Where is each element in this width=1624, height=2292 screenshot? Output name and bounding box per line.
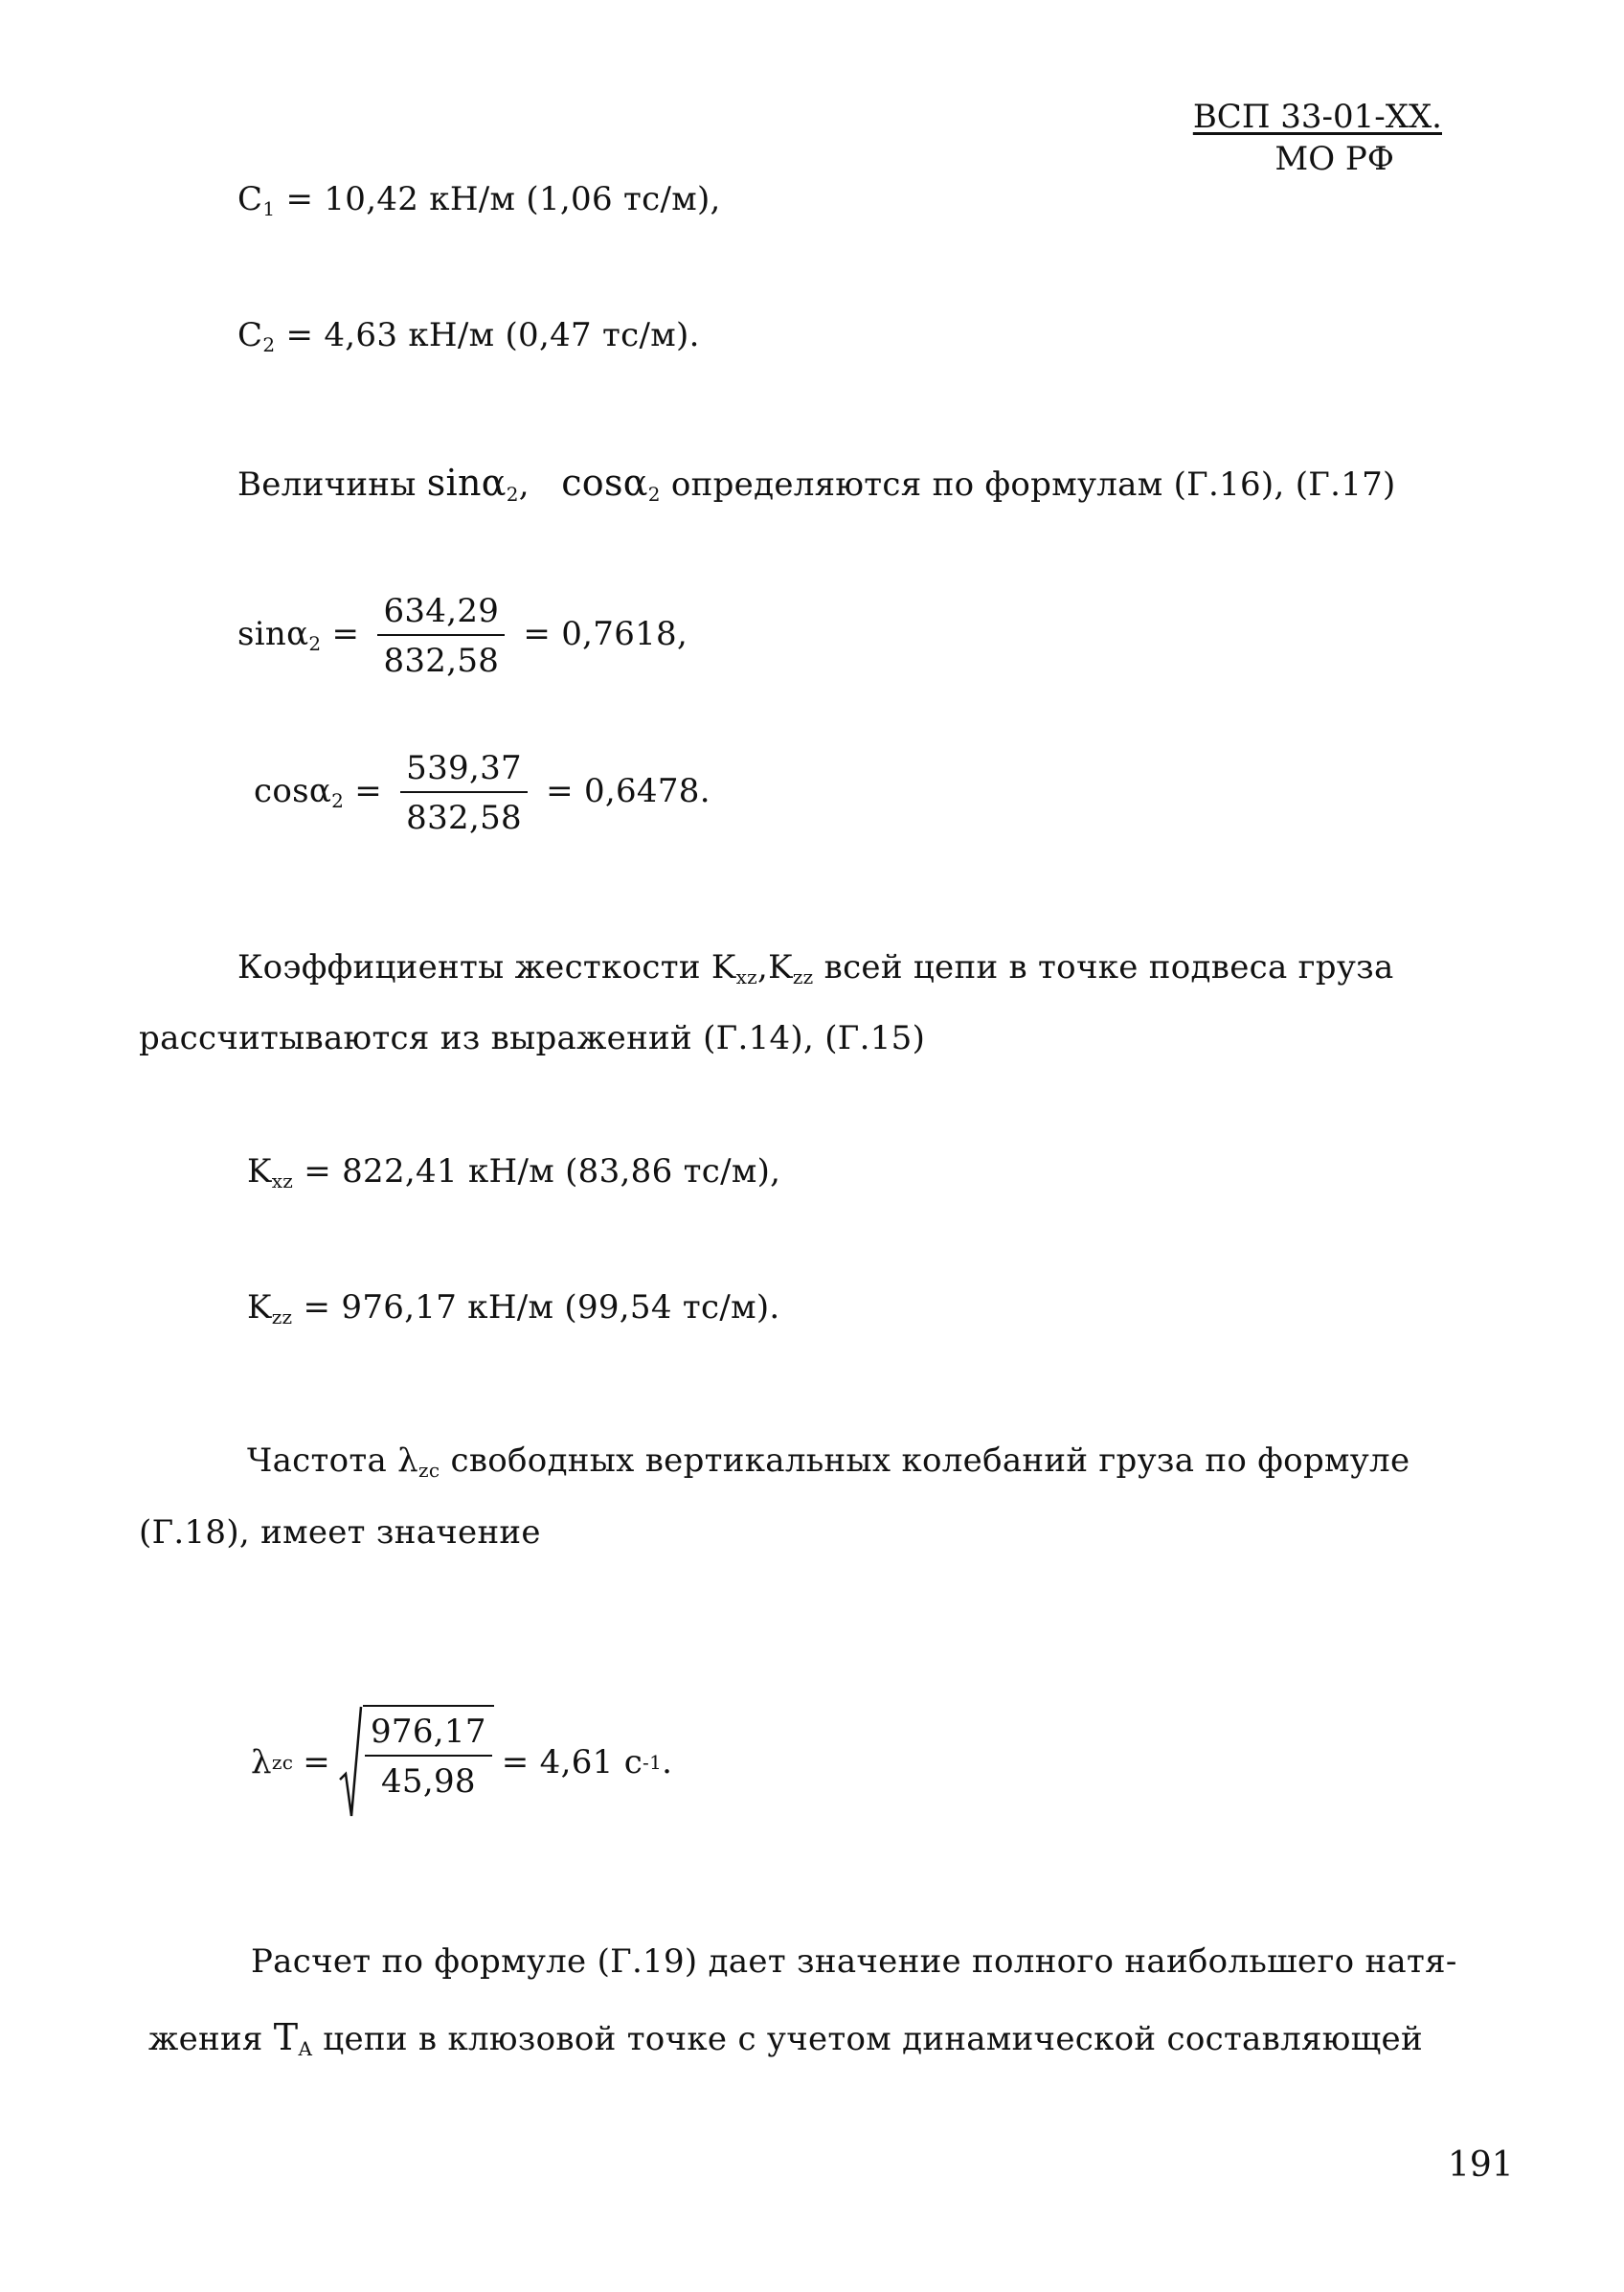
stiffness-paragraph-line2: рассчитываются из выражений (Г.14), (Г.15) bbox=[139, 1019, 926, 1057]
kxz-equation: $K_{xz} = 822,41$ кН/м (83,86 тс/м), bbox=[247, 1152, 781, 1192]
lambda-formula: λ zc = $\frac{976,17}{45,98}$ = 4,61 с -1 . bbox=[251, 1705, 672, 1820]
kzz-equation: $K_{zz} = 976,17$ кН/м (99,54 тс/м). bbox=[247, 1288, 780, 1328]
frequency-paragraph-line2: (Г.18), имеет значение bbox=[139, 1513, 541, 1552]
sin-fraction: $\frac{634,29}{832,58}$ bbox=[377, 592, 505, 680]
document-code: ВСП 33-01-ХХ. bbox=[1192, 98, 1442, 136]
page-number: 191 bbox=[1448, 2145, 1514, 2185]
stiffness-paragraph-line1: Коэффициенты жесткости $K_{xz},K_{zz}$ всей цепи в точке подвеса груза bbox=[237, 948, 1394, 988]
lambda-fraction: $\frac{976,17}{45,98}$ bbox=[365, 1713, 492, 1801]
document-org: МО РФ bbox=[1274, 140, 1394, 178]
c2-equation: $C_2 = 4,63$ кН/м (0,47 тс/м). bbox=[237, 316, 700, 356]
frequency-paragraph-line1: Частота $\lambda_{zc}$ свободных вертикальных колебаний груза по формуле bbox=[247, 1441, 1410, 1482]
tension-paragraph-line1: Расчет по формуле (Г.19) дает значение полного наибольшего натя- bbox=[251, 1942, 1457, 1981]
sin-alpha-formula: sinα$_2$ = $\frac{634,29}{832,58}$ = 0,7618, bbox=[237, 592, 688, 680]
tension-paragraph-line2: жения $T_A$ цепи в клюзовой точке с учетом динамической составляющей bbox=[148, 2016, 1423, 2060]
cos-alpha-formula: cosα$_2$ = $\frac{539,37}{832,58}$ = 0,6478. bbox=[254, 749, 710, 837]
document-header bbox=[1193, 96, 1442, 180]
values-intro-line: Величины sinα$_2$, cosα$_2$ определяются по формулам (Г.16), (Г.17) bbox=[237, 462, 1396, 506]
c1-equation: $C_1 = 10,42$ кН/м (1,06 тс/м), bbox=[237, 180, 721, 220]
cos-fraction: $\frac{539,37}{832,58}$ bbox=[400, 749, 528, 837]
square-root bbox=[338, 1705, 494, 1820]
radical-sign-icon bbox=[338, 1705, 363, 1820]
